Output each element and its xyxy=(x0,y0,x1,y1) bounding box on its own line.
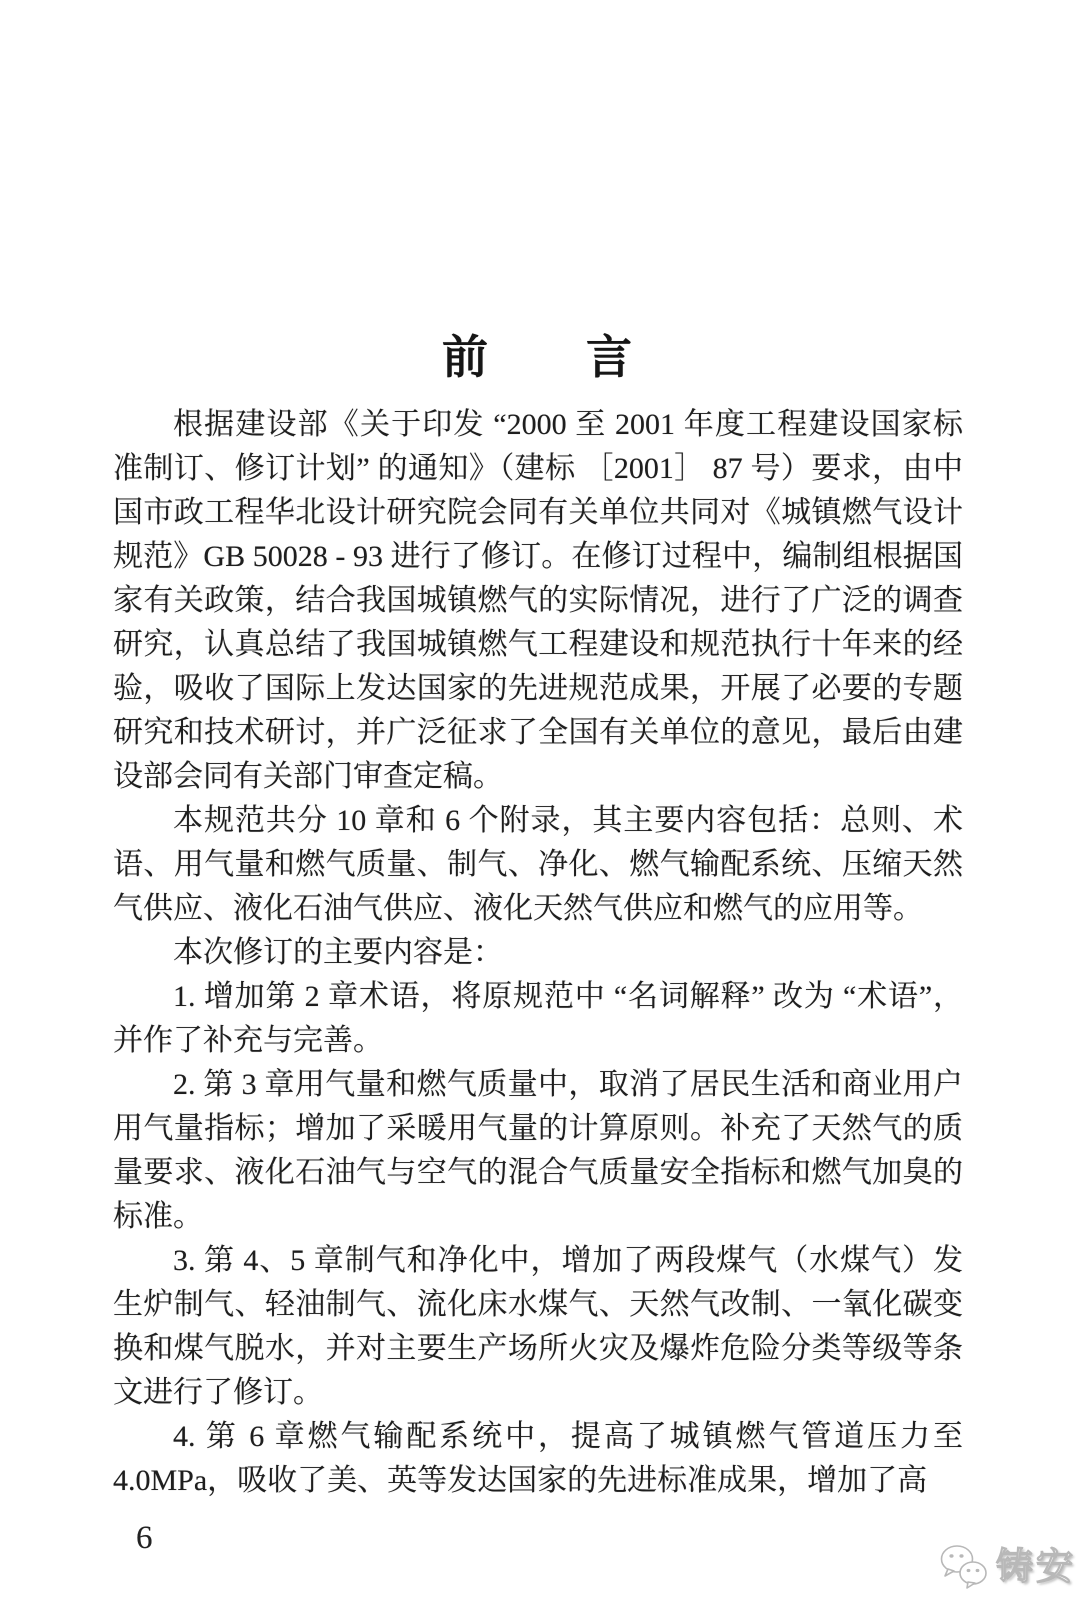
watermark xyxy=(938,1543,1076,1591)
paragraph: 3. 第 4、5 章制气和净化中，增加了两段煤气（水煤气）发生炉制气、轻油制气、流化床水煤气、天然气改制、一氧化碳变换和煤气脱水，并对主要生产场所火灾及爆炸危险分类等级等条文进行了修订。 xyxy=(113,1244,963,1409)
wechat-logo-icon xyxy=(938,1543,990,1591)
document-body xyxy=(113,403,963,1503)
paragraph: 本规范共分 10 章和 6 个附录，其主要内容包括：总则、术语、用气量和燃气质量、制气、净化、燃气输配系统、压缩天然气供应、液化石油气供应、液化天然气供应和燃气的应用等。 xyxy=(113,804,963,925)
paragraph: 2. 第 3 章用气量和燃气质量中，取消了居民生活和商业用户用气量指标；增加了采暖用气量的计算原则。补充了天然气的质量要求、液化石油气与空气的混合气质量安全指标和燃气加臭的标准。 xyxy=(113,1068,963,1233)
watermark-text: 铸安 xyxy=(996,1546,1076,1588)
page-number: 6 xyxy=(136,1520,153,1556)
paragraph: 4. 第 6 章燃气输配系统中，提高了城镇燃气管道压力至 4.0MPa，吸收了美、英等发达国家的先进标准成果，增加了高 xyxy=(113,1420,963,1497)
paragraph: 本次修订的主要内容是： xyxy=(173,936,503,969)
page-title: 前 言 xyxy=(442,331,634,383)
paragraph: 1. 增加第 2 章术语，将原规范中 “名词解释” 改为 “术语”，并作了补充与完善。 xyxy=(113,980,963,1057)
paragraph: 根据建设部《关于印发 “2000 至 2001 年度工程建设国家标准制订、修订计划” 的通知》（建标 ［2001］ 87 号）要求，由中国市政工程华北设计研究院会同有关单位共同对《城镇燃气设计规范》GB 50028 - 93 进行了修订。在修订过程中，编制组根据国家有关政策，结合我国城镇燃气的实际情况，进行了广泛的调查研究，认真总结了我国城镇燃气工程建设和规范执行十年来的经验，吸收了国际上发达国家的先进规范成果，开展了必要的专题研究和技术研讨，并广泛征求了全国有关单位的意见，最后由建设部会同有关部门审查定稿。 xyxy=(113,408,963,793)
